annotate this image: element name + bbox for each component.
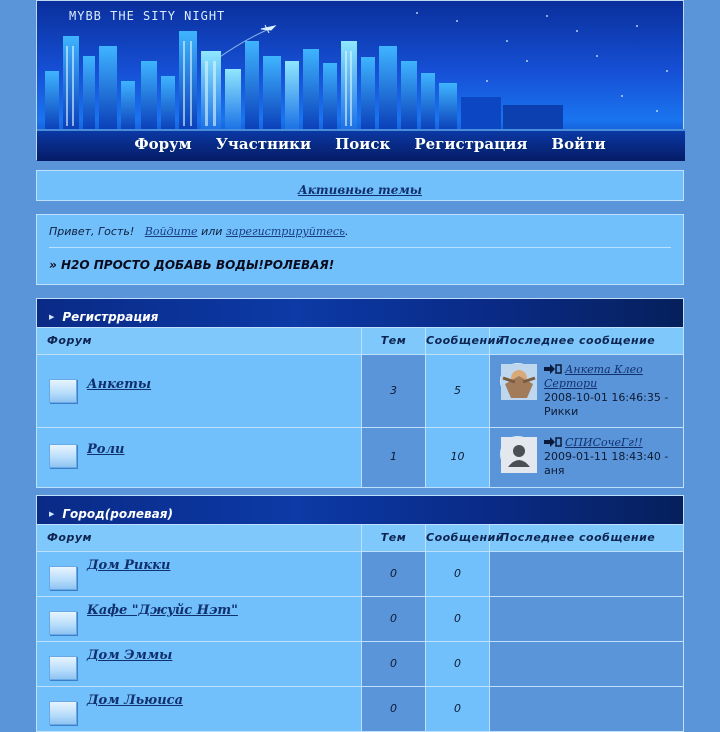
forum-row [37,596,683,641]
announcement: » H2O ПРОСТО ДОБАВЬ ВОДЫ!РОЛЕВАЯ! [49,258,335,272]
col-posts: Сообщений [426,525,490,551]
last-post-cell [490,687,683,731]
forum-row [37,641,683,686]
goto-post-icon[interactable] [544,437,562,447]
topics-count: 0 [362,642,426,686]
site-banner [36,0,684,160]
site-logo-text: MYBB THE SITY NIGHT [69,9,226,23]
goto-post-icon[interactable] [544,364,562,374]
user-avatar[interactable] [500,363,536,399]
topics-count: 0 [362,687,426,731]
topics-count: 3 [362,355,426,427]
collapse-arrow-icon[interactable]: ▶ [49,312,55,321]
forum-row [37,354,683,427]
nav-register[interactable]: Регистрация [414,135,528,153]
forum-folder-icon [49,566,77,590]
topics-count: 1 [362,428,426,487]
or-text: или [201,225,223,238]
last-post-cell [490,642,683,686]
welcome-line [49,225,671,238]
forum-link[interactable]: Дом Льюиса [87,693,183,708]
forum-folder-icon [49,379,77,403]
forum-row [37,686,683,731]
category-title: Город(ролевая) [62,506,173,521]
forum-link[interactable]: Кафе "Джуйс Нэт" [87,603,238,618]
last-post-link[interactable]: Анкета Клео Сертори [544,363,643,390]
last-post-author: аня [544,464,565,477]
forum-link[interactable]: Дом Эммы [87,648,173,663]
column-headers [37,524,683,551]
forum-folder-icon [49,701,77,725]
col-last-post: Последнее сообщение [500,334,656,347]
topics-count: 0 [362,552,426,596]
col-topics: Тем [362,328,426,354]
forum-cell [37,642,362,686]
posts-count: 0 [426,642,490,686]
last-post-cell [490,597,683,641]
period-text: . [344,225,349,238]
col-topics: Тем [362,525,426,551]
last-post-cell [490,552,683,596]
category-title: Регистррация [62,309,159,324]
nav-members[interactable]: Участники [215,135,312,153]
forum-cell [37,687,362,731]
register-link[interactable]: зарегистрируйтесь [225,225,345,238]
col-last-post: Последнее сообщение [500,531,656,544]
last-post-date: 2009-01-11 18:43:40 - [544,450,669,463]
forum-link[interactable]: Анкеты [87,377,152,392]
forum-link[interactable]: Дом Рикки [87,558,171,573]
posts-count: 5 [426,355,490,427]
category-header[interactable] [37,496,683,524]
greeting-text: Привет, Гость! [49,225,135,238]
category-city-roleplay [36,495,684,732]
col-posts: Сообщений [426,328,490,354]
last-post-cell [490,355,683,427]
divider [49,247,671,248]
main-navigation [37,135,683,159]
forum-folder-icon [49,656,77,680]
category-registration [36,298,684,488]
forum-link[interactable]: Роли [87,442,125,457]
forum-cell [37,428,362,487]
posts-count: 0 [426,597,490,641]
col-forum: Форум [37,328,362,354]
forum-cell [37,355,362,427]
collapse-arrow-icon[interactable]: ▶ [49,509,55,518]
forum-cell [37,552,362,596]
last-post-link[interactable]: СПИСочеГг!! [565,436,643,449]
forum-cell [37,597,362,641]
forum-row [37,427,683,487]
col-forum: Форум [37,525,362,551]
category-header[interactable] [37,299,683,327]
forum-row [37,551,683,596]
nav-forum[interactable]: Форум [134,135,192,153]
topics-count: 0 [362,597,426,641]
active-topics-box [36,170,684,201]
posts-count: 0 [426,687,490,731]
posts-count: 0 [426,552,490,596]
last-post-author: Рикки [544,405,579,418]
welcome-box [36,214,684,285]
column-headers [37,327,683,354]
forum-folder-icon [49,444,77,468]
active-topics-link[interactable]: Активные темы [298,183,422,197]
nav-search[interactable]: Поиск [335,135,391,153]
posts-count: 10 [426,428,490,487]
forum-folder-icon [49,611,77,635]
default-avatar[interactable] [500,436,536,472]
nav-login[interactable]: Войти [551,135,606,153]
login-link[interactable]: Войдите [144,225,198,238]
last-post-cell [490,428,683,487]
last-post-date: 2008-10-01 16:46:35 - [544,391,669,404]
